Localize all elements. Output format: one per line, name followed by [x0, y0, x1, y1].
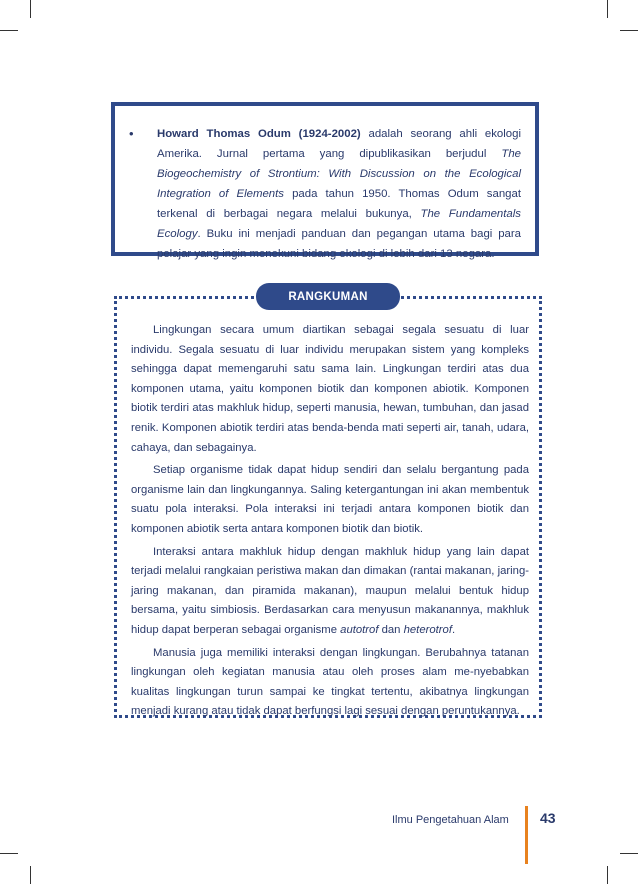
book-title: The Fundamentals Ecology [157, 208, 521, 240]
crop-mark [0, 853, 18, 854]
crop-mark [30, 0, 31, 18]
summary-box [114, 296, 542, 718]
summary-paragraph-1: Lingkungan secara umum diartikan sebagai segala sesuatu di luar individu. Segala sesuatu di luar individu merupakan sistem yang kompleks sehingga dapat memengaruhi satu sama lain. Lingkungan terdiri atas dua komponen utama, yaitu komponen biotik dan komponen abiotik. Komponen biotik terdiri atas makhluk hidup, seperti manusia, hewan, tumbuhan, dan jasad renik. Komponen abiotik terdiri atas benda-benda mati seperti air, tanah, udara, cahaya, dan sebagainya. [131, 324, 529, 454]
page-number: 43 [540, 810, 556, 826]
term-heterotrof: heterotrof [403, 623, 452, 636]
p3-end: . [451, 623, 456, 636]
p3-conj: dan [378, 623, 404, 636]
summary-heading: RANGKUMAN [256, 283, 400, 310]
bio-text-2: pada tahun 1950. Thomas Odum sangat terkenal di berbagai negara melalui bukunya, [157, 188, 521, 220]
scientist-name: Howard Thomas Odum (1924-2002) [157, 128, 361, 140]
summary-paragraph-4: Manusia juga memiliki interaksi dengan lingkungan. Berubahnya tatanan lingkungan oleh kegiatan manusia atau oleh proses alam me-nyebabkan kualitas lingkungan turun sampai ke tingkat tertentu, akibatnya lingkungan menjadi kurang atau tidak dapat berfungsi lagi sesuai dengan peruntukannya. [131, 646, 529, 718]
bio-text-3: . Buku ini menjadi panduan dan pegangan utama bagi para pelajar yang ingin menekuni bidang ekologi di lebih dari 13 negara. [157, 228, 521, 260]
summary-paragraph-3 [131, 543, 529, 641]
biography-box [111, 102, 539, 260]
summary-paragraph-2: Setiap organisme tidak dapat hidup sendiri dan selalu bergantung pada organisme lain dan lingkungannya. Saling ketergantungan ini akan membentuk suatu pola interaksi. Pola interaksi ini terjadi antara komponen biotik dan komponen abiotik serta antara komponen biotik dan biotik. [131, 464, 529, 535]
crop-mark [30, 866, 31, 884]
bio-text-1: adalah seorang ahli ekologi Amerika. Jurnal pertama yang dipublikasikan berjudul [157, 128, 521, 160]
footer-divider [525, 806, 528, 864]
p3-text: Interaksi antara makhluk hidup dengan makhluk hidup yang lain dapat terjadi melalui rangkaian peristiwa makan dan dimakan (rantai makanan, jaring-jaring makanan, dan piramida makanan), maupun melalui bentuk hidup bersama, yaitu simbiosis. Berdasarkan cara menyusun makanannya, makhluk hidup dapat berperan sebagai organisme [131, 545, 529, 636]
crop-mark [607, 0, 608, 18]
bullet: • [129, 126, 134, 141]
biography-item [129, 124, 521, 264]
footer-subject: Ilmu Pengetahuan Alam [392, 814, 509, 826]
term-autotrof: autotrof [340, 623, 379, 636]
biography-text [157, 124, 521, 264]
crop-mark [620, 853, 638, 854]
crop-mark [607, 866, 608, 884]
journal-title: The Biogeochemistry of Strontium: With Discussion on the Ecological Integration of Elements [157, 148, 521, 200]
crop-mark [0, 30, 18, 31]
crop-mark [620, 30, 638, 31]
